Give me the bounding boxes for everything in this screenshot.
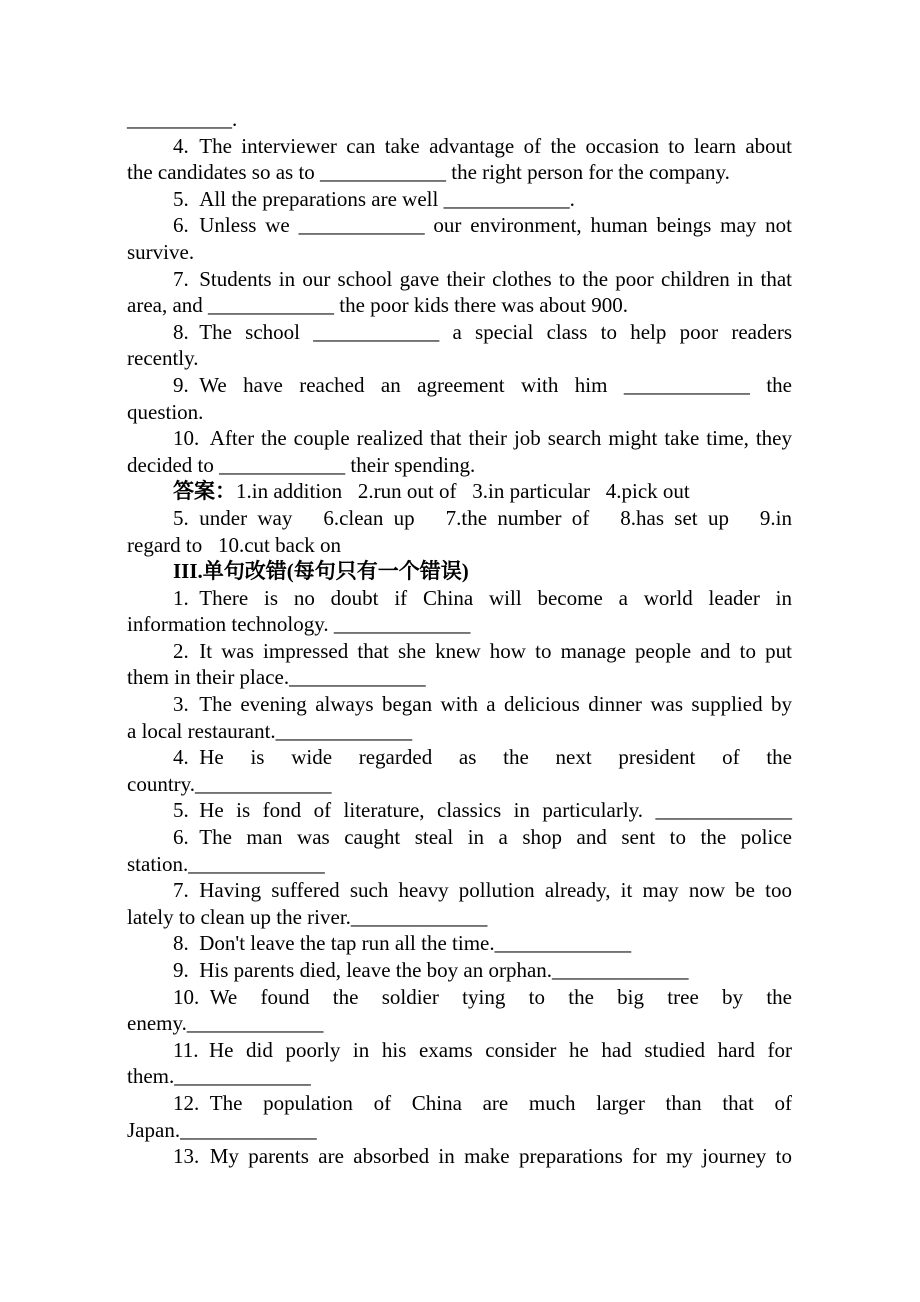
correction-item-4-line: 4. He is wide regarded as the next president of the [173,745,792,770]
fill-item-7 [127,266,792,319]
correction-item-4-line: country._____________ [127,771,332,796]
correction-item-1-line: 1. There is no doubt if China will become a world leader in [173,585,792,610]
fill-item-4 [127,133,792,186]
correction-item-5 [127,797,792,824]
fill-item-4-line: 4. The interviewer can take advantage of the occasion to learn about [173,133,792,158]
fill-item-7-line: 7. Students in our school gave their clothes to the poor children in that [173,266,792,291]
document-content [127,106,792,1170]
answer-key-line-2-line: 5. under way 6.clean up 7.the number of 8.has set up 9.in [173,505,792,530]
correction-item-3-line: a local restaurant._____________ [127,718,413,743]
correction-item-7 [127,877,792,930]
answer-key-line-1-line: 答案：1.in addition 2.run out of 3.in particular 4.pick out [173,479,690,504]
correction-item-2 [127,638,792,691]
section-heading-correction [127,558,792,585]
correction-item-10 [127,984,792,1037]
answer-key-line-2 [127,505,792,558]
fill-item-5 [127,186,792,213]
correction-item-3 [127,691,792,744]
section-heading-correction-line: III.单句改错(每句只有一个错误) [173,559,469,584]
correction-item-8 [127,930,792,957]
correction-item-9-line: 9. His parents died, leave the boy an orphan._____________ [173,958,689,982]
fill-item-7-line: area, and ____________ the poor kids there was about 900. [127,293,628,318]
correction-item-2-line: them in their place._____________ [127,665,426,690]
correction-item-6 [127,824,792,877]
fill-item-6-line: survive. [127,239,195,264]
fill-item-9-line: question. [127,399,204,424]
correction-item-6-line: station._____________ [127,851,325,876]
correction-item-12-line: Japan._____________ [127,1117,317,1142]
correction-item-10-line: 10. We found the soldier tying to the big tree by the [173,984,792,1009]
correction-item-7-line: lately to clean up the river._____________ [127,904,488,929]
fill-item-10-line: decided to ____________ their spending. [127,452,476,477]
correction-item-13-line: 13. My parents are absorbed in make preparations for my journey to [173,1144,792,1169]
correction-item-11 [127,1037,792,1090]
correction-item-12 [127,1090,792,1143]
fill-item-9 [127,372,792,425]
fill-item-10-line: 10. After the couple realized that their job search might take time, they [173,426,792,451]
fill-item-6-line: 6. Unless we ____________ our environment, human beings may not [173,213,792,238]
correction-item-9 [127,957,792,984]
correction-item-6-line: 6. The man was caught steal in a shop and sent to the police [173,825,792,850]
fill-item-10 [127,425,792,478]
fill-item-4-line: the candidates so as to ____________ the right person for the company. [127,160,730,185]
fill-item-8 [127,319,792,372]
correction-item-4 [127,744,792,797]
correction-item-2-line: 2. It was impressed that she knew how to manage people and to put [173,638,792,663]
correction-item-7-line: 7. Having suffered such heavy pollution already, it may now be too [173,878,792,903]
correction-item-1-line: information technology. _____________ [127,612,471,637]
correction-item-1 [127,585,792,638]
correction-item-11-line: 11. He did poorly in his exams consider he had studied hard for [173,1037,792,1062]
fill-item-3-continuation-line: __________. [127,107,238,131]
fill-item-8-line: recently. [127,346,199,371]
correction-item-5-line: 5. He is fond of literature, classics in particularly. _____________ [173,798,792,823]
correction-item-10-line: enemy._____________ [127,1011,324,1036]
correction-item-13 [127,1143,792,1170]
fill-item-8-line: 8. The school ____________ a special class to help poor readers [173,319,792,344]
correction-item-11-line: them._____________ [127,1064,311,1089]
answer-key-line-1 [127,478,792,505]
fill-item-3-continuation [127,106,792,133]
fill-item-9-line: 9. We have reached an agreement with him ____________ the [173,372,792,397]
correction-item-3-line: 3. The evening always began with a delicious dinner was supplied by [173,692,792,717]
answer-label: 答案： [173,479,236,504]
answer-key-line-2-line: regard to 10.cut back on [127,532,342,557]
fill-item-5-line: 5. All the preparations are well ____________. [173,186,575,211]
fill-item-6 [127,212,792,265]
correction-item-8-line: 8. Don't leave the tap run all the time._____________ [173,931,632,956]
correction-item-12-line: 12. The population of China are much larger than that of [173,1090,792,1115]
